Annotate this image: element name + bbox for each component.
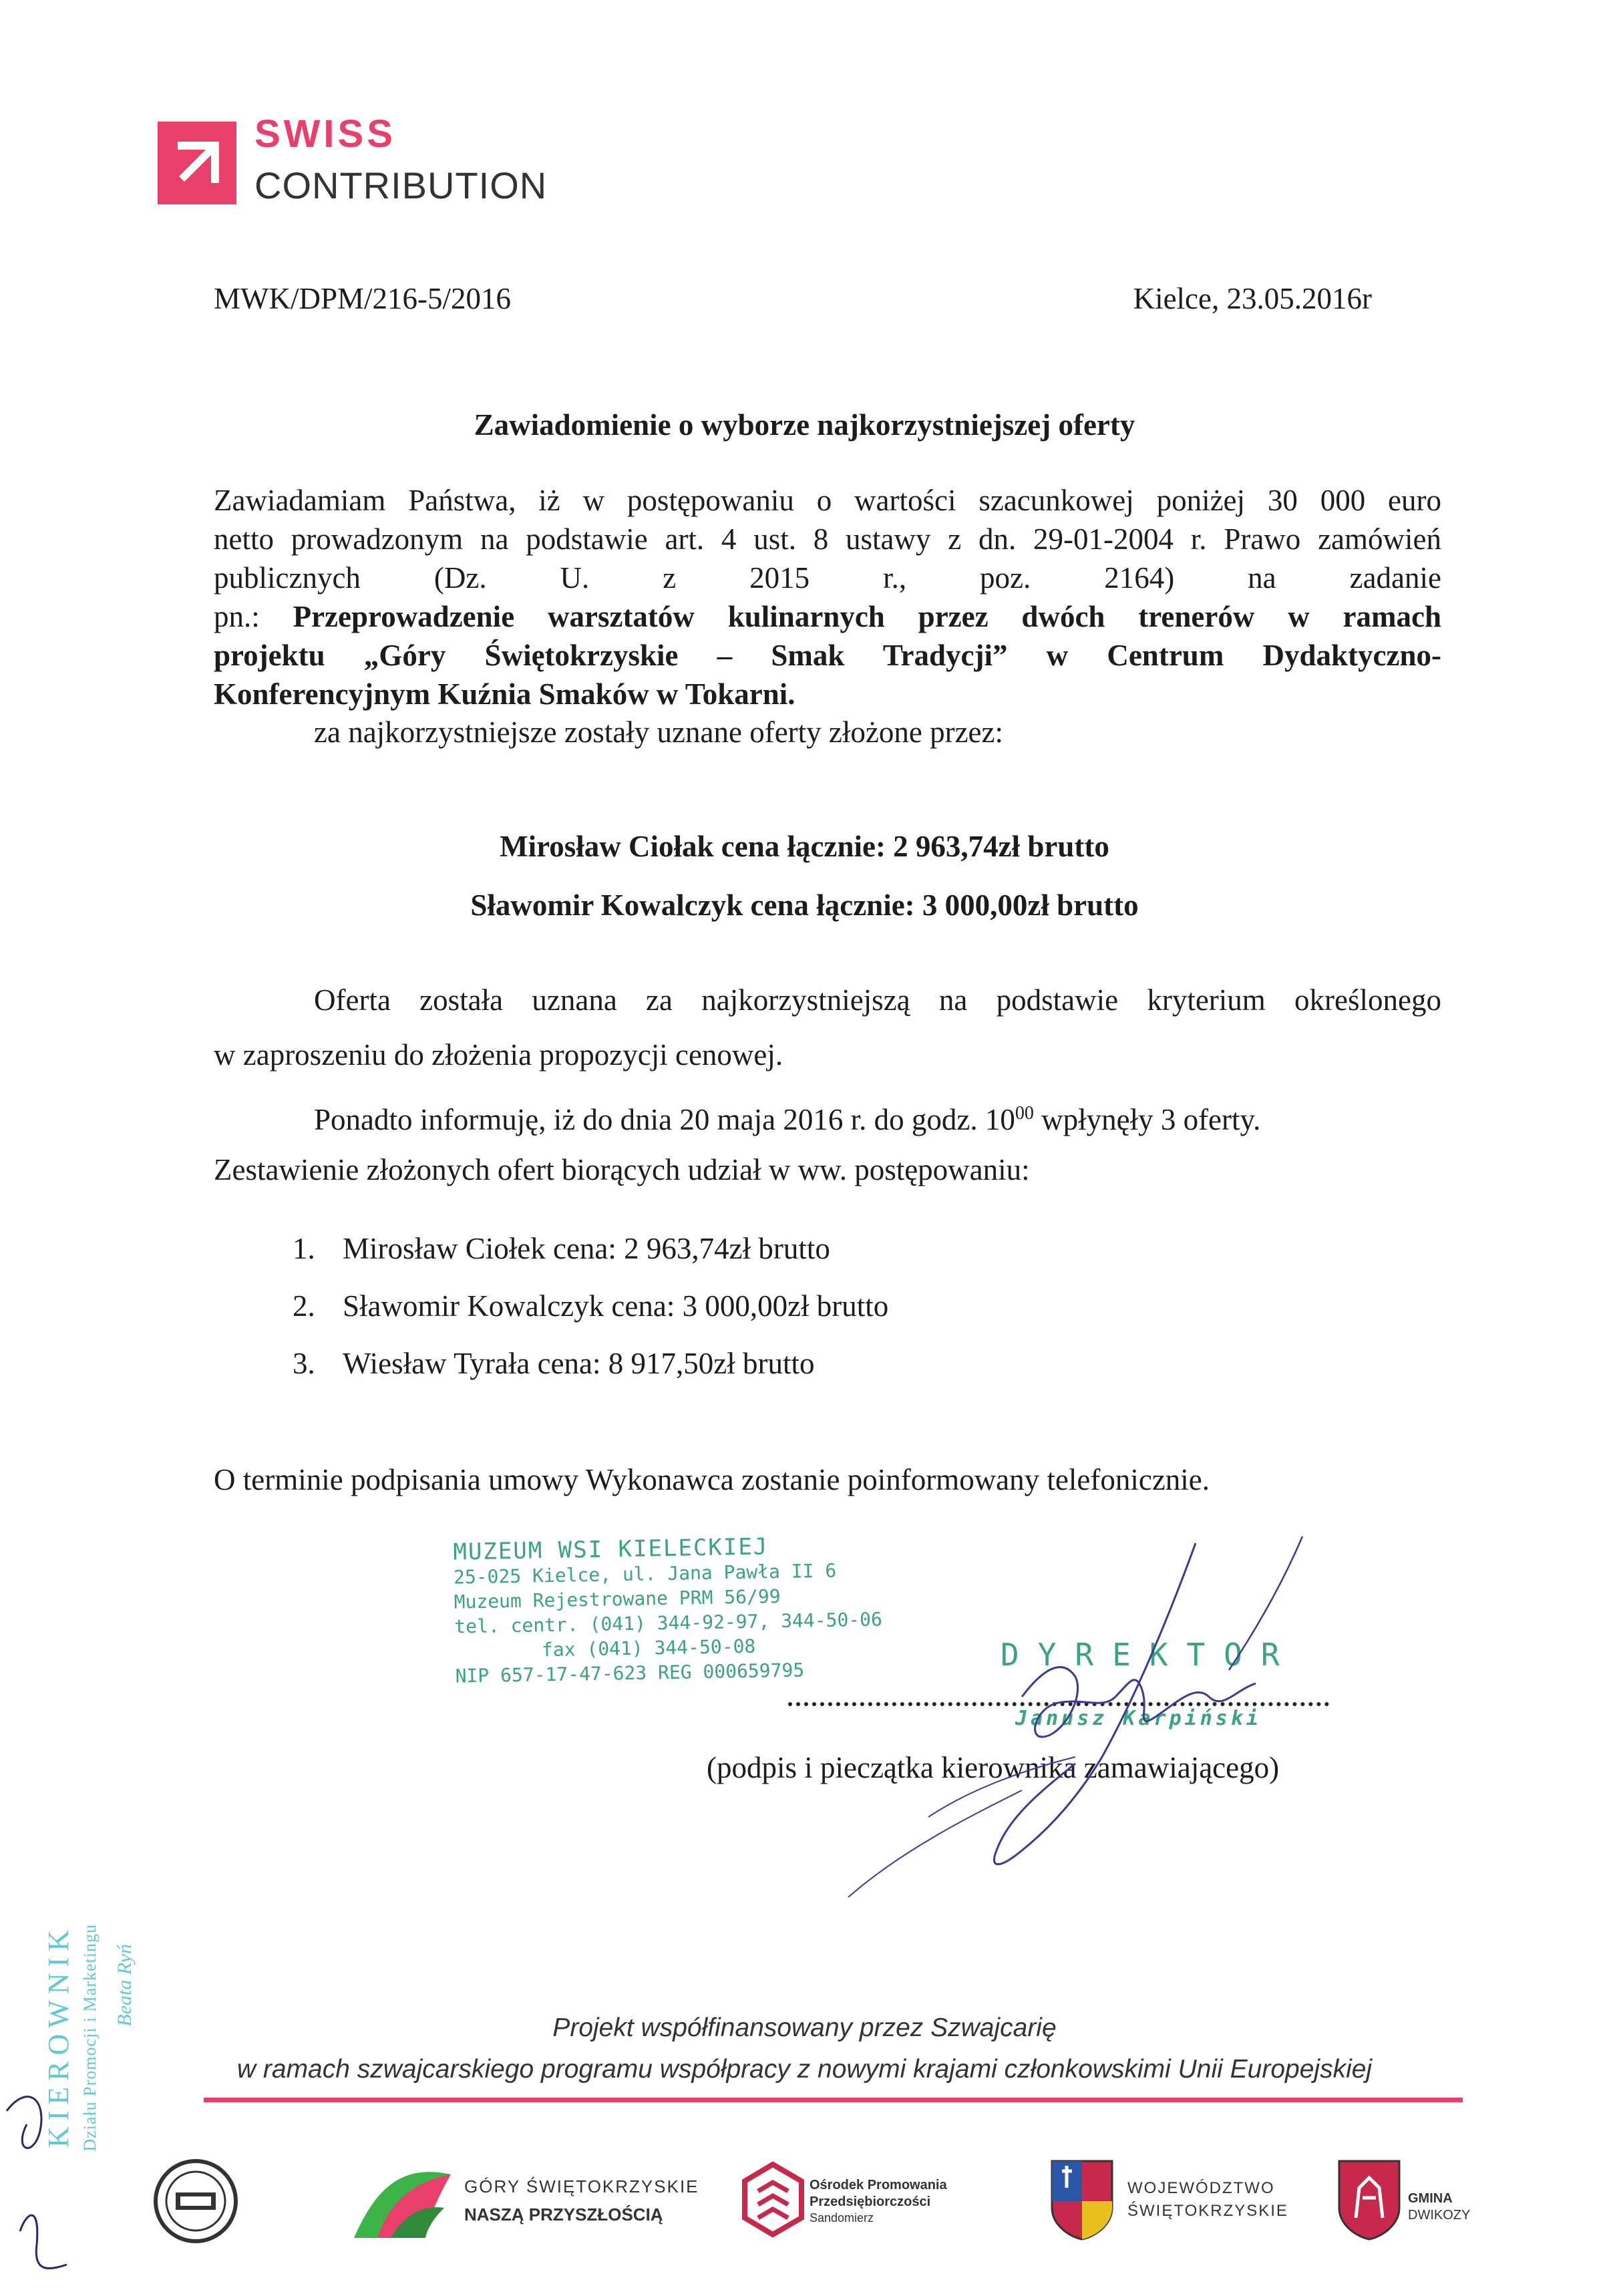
stamp-line: Muzeum Rejestrowane PRM 56/99: [454, 1585, 781, 1613]
task-name: projektu „Góry Świętokrzyskie – Smak Tradycji” w Centrum Dydaktyczno-: [214, 639, 1441, 672]
justification-line: w zaproszeniu do złożenia propozycji cenowej.: [214, 1038, 783, 1072]
logo-swiss-text: SWISS: [254, 112, 396, 156]
list-item: 3. Wiesław Tyrała cena: 8 917,50zł brutto: [293, 1347, 815, 1380]
logo-arrow-icon: [158, 122, 236, 204]
wojewodztwo-coat-of-arms-icon: [1049, 2158, 1115, 2241]
task-name: Konferencyjnym Kuźnia Smaków w Tokarni.: [214, 677, 795, 711]
wojewodztwo-logo-text: WOJEWÓDZTWO: [1127, 2179, 1275, 2197]
list-item: 2. Sławomir Kowalczyk cena: 3 000,00zł brutto: [293, 1289, 889, 1323]
intro-line: publicznych (Dz. U. z 2015 r., poz. 2164) na zadanie: [214, 561, 1441, 595]
intro-plain: pn.:: [214, 600, 293, 633]
footer-cofinanced: Projekt współfinansowany przez Szwajcarię: [552, 2013, 1057, 2042]
opp-logo-text: Ośrodek Promowania: [810, 2178, 947, 2192]
document-title: Zawiadomienie o wyborze najkorzystniejszej oferty: [474, 408, 1135, 442]
side-stamp-name: Beata Ryń: [114, 1944, 136, 2027]
museum-stamp: [453, 1532, 883, 1688]
gory-swietokrzyskie-logo-icon: [351, 2158, 458, 2241]
swiss-contribution-logo-mark: [158, 122, 236, 204]
side-stamp-department: Działu Promocji i Marketingu: [80, 1924, 100, 2152]
offers-list: [293, 1229, 888, 1402]
gmina-logo-text: GMINA: [1408, 2191, 1453, 2206]
stamp-line: fax (041) 344-50-08: [541, 1635, 756, 1661]
gory-logo-text: NASZĄ PRZYSZŁOŚCIĄ: [464, 2204, 663, 2225]
side-stamp-title: KIEROWNIK: [42, 1924, 75, 2148]
stamp-line: tel. centr. (041) 344-92-97, 344-50-06: [454, 1608, 883, 1638]
intro-line: netto prowadzonym na podstawie art. 4 ust. 8 ustawy z dn. 29-01-2004 r. Prawo zamówień: [214, 522, 1441, 556]
opp-sandomierz-logo-icon: [741, 2161, 805, 2238]
opp-logo-text: Przedsiębiorczości: [810, 2194, 931, 2209]
gmina-logo-text: DWIKOZY: [1408, 2208, 1471, 2223]
intro-line: [214, 597, 1441, 636]
logo-contribution-text: CONTRIBUTION: [254, 164, 548, 206]
justification-paragraph: [214, 981, 1441, 1074]
footer-pink-divider: [204, 2098, 1463, 2102]
director-name-stamp: Janusz Karpiński: [1015, 1707, 1262, 1730]
reference-number: MWK/DPM/216-5/2016: [214, 282, 512, 315]
partner-logos: [0, 2138, 1609, 2271]
director-stamp: DYREKTOR: [1001, 1637, 1298, 1673]
winner-offer: Mirosław Ciołak cena łącznie: 2 963,74zł brutto: [500, 830, 1109, 863]
stamp-line: MUZEUM WSI KIELECKIEJ: [453, 1533, 769, 1566]
museum-logo-icon: [152, 2158, 239, 2245]
handwritten-signature: [822, 1536, 1329, 1911]
task-name: Przeprowadzenie warsztatów kulinarnych przez dwóch trenerów w ramach: [293, 600, 1441, 633]
intro-paragraph: [214, 481, 1441, 713]
winner-offer: Sławomir Kowalczyk cena łącznie: 3 000,00zł brutto: [470, 888, 1139, 922]
footer-program: w ramach szwajcarskiego programu współpracy z nowymi krajami członkowskimi Unii Europejskiej: [236, 2055, 1373, 2084]
intro-line: Zawiadamiam Państwa, iż w postępowaniu o wartości szacunkowej poniżej 30 000 euro: [214, 484, 1441, 517]
intro-line: [214, 675, 1441, 713]
justification-line: Oferta została uznana za najkorzystniejszą na podstawie kryterium określonego: [314, 983, 1441, 1017]
wojewodztwo-logo-text: ŚWIĘTOKRZYSKIE: [1127, 2202, 1288, 2220]
stamp-line: 25-025 Kielce, ul. Jana Pawła II 6: [453, 1559, 837, 1589]
document-date: Kielce, 23.05.2016r: [1133, 282, 1372, 315]
deadline-info: Ponadto informuję, iż do dnia 20 maja 2016 r. do godz. $10^{00}$ wpłynęły 3 oferty.: [314, 1103, 1261, 1136]
gory-logo-text: GÓRY ŚWIĘTOKRZYSKIE: [464, 2176, 699, 2196]
deadline-superscript: 00: [1015, 1103, 1034, 1124]
stamp-line: NIP 657-17-47-623 REG 000659795: [455, 1659, 805, 1687]
offers-selected-intro: za najkorzystniejsze zostały uznane oferty złożone przez:: [314, 715, 1003, 749]
opp-logo-text: Sandomierz: [810, 2211, 874, 2225]
signature-caption: (podpis i pieczątka kierownika zamawiającego): [707, 1751, 1280, 1784]
gmina-dwikozy-coat-of-arms-icon: [1336, 2158, 1403, 2241]
summary-intro: Zestawienie złożonych ofert biorących udział w ww. postępowaniu:: [214, 1153, 1030, 1186]
closing-sentence: O terminie podpisania umowy Wykonawca zostanie poinformowany telefonicznie.: [214, 1463, 1210, 1496]
list-item: 1. Mirosław Ciołek cena: 2 963,74zł brutto: [293, 1232, 830, 1265]
intro-line: [214, 636, 1441, 675]
